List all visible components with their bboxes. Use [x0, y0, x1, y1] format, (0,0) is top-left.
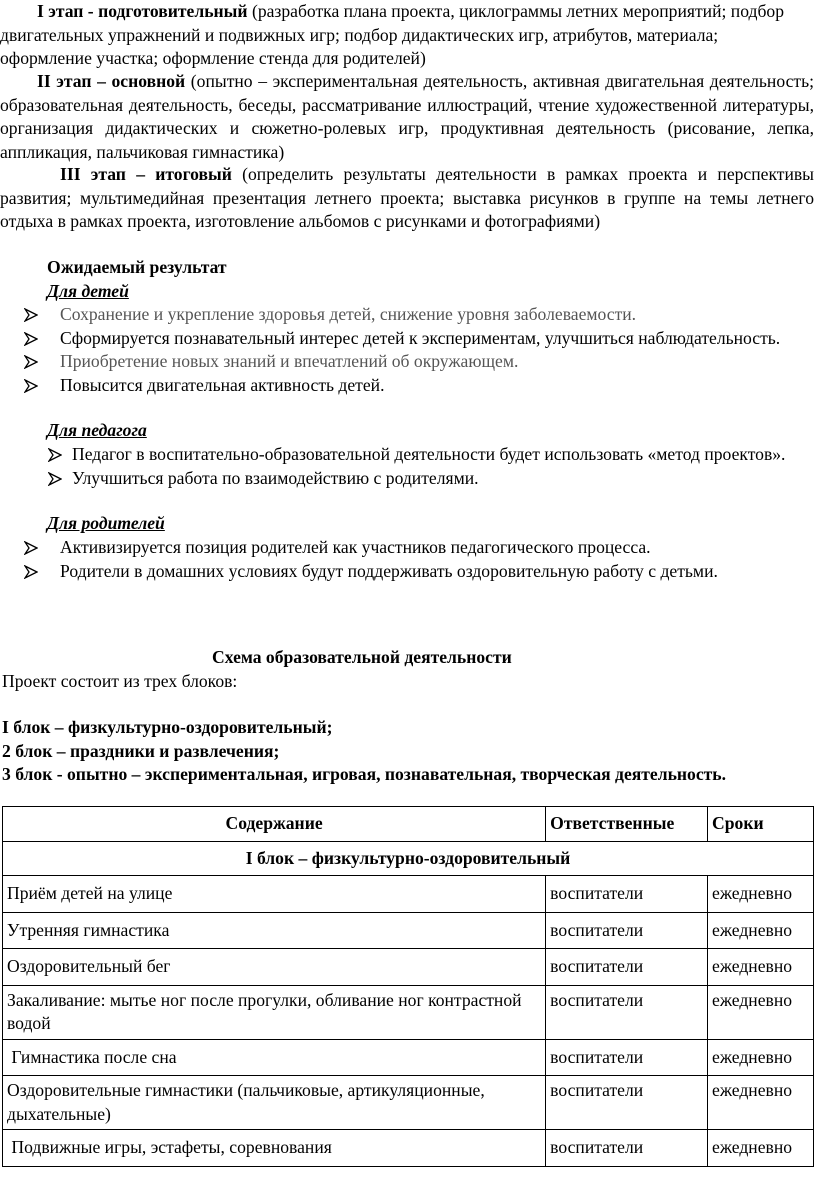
table-cell: воспитатели [546, 1076, 708, 1130]
table-section-row [3, 841, 814, 876]
table-row [3, 912, 814, 949]
table-header-row [3, 807, 814, 842]
table-cell: ежедневно [708, 1130, 814, 1167]
scheme-block-3: 3 блок - опытно – экспериментальная, игровая, познавательная, творческая деятельность. [2, 764, 726, 784]
table-cell: ежедневно [708, 985, 814, 1039]
table-cell: Утренняя гимнастика [3, 912, 546, 949]
table-cell: Приём детей на улице [3, 876, 546, 913]
table-cell: Гимнастика после сна [3, 1039, 546, 1076]
table-row [3, 1076, 814, 1130]
table-row [3, 1039, 814, 1076]
table-cell: воспитатели [546, 1039, 708, 1076]
list-item [24, 327, 814, 351]
table-cell: воспитатели [546, 1130, 708, 1167]
table-cell: Закаливание: мытье ног после прогулки, обливание ног контрастной водой [3, 985, 546, 1039]
stage-3-paragraph [0, 163, 814, 234]
arrow-bullet-icon [24, 379, 38, 393]
list-item-text: Активизируется позиция родителей как участников педагогического процесса. [60, 537, 651, 557]
children-results-list [24, 303, 814, 397]
list-item-text: Сформируется познавательный интерес детей к экспериментам, улучшиться наблюдательность. [60, 327, 781, 348]
table-cell: воспитатели [546, 876, 708, 913]
table-cell: ежедневно [708, 1076, 814, 1130]
table-cell: ежедневно [708, 949, 814, 986]
scheme-block-1: I блок – физкультурно-оздоровительный; [2, 717, 333, 737]
table-cell: воспитатели [546, 985, 708, 1039]
expected-result-title: Ожидаемый результат [47, 257, 227, 277]
header-terms: Сроки [708, 807, 814, 842]
section-title: I блок – физкультурно-оздоровительный [3, 841, 814, 876]
list-item [24, 374, 814, 398]
list-item [24, 560, 814, 584]
list-item-text: Повысится двигательная активность детей. [60, 374, 385, 395]
table-cell: ежедневно [708, 912, 814, 949]
table-cell: воспитатели [546, 912, 708, 949]
arrow-bullet-icon [24, 308, 38, 322]
list-item-text: Педагог в воспитательно-образовательной деятельности будет использовать «метод проектов». [72, 444, 786, 464]
list-item-text: Приобретение новых знаний и впечатлений об окружающем. [60, 351, 519, 371]
stage-1-title: I этап - подготовительный [37, 1, 248, 21]
scheme-intro: Проект состоит из трех блоков: [2, 671, 238, 691]
arrow-bullet-icon [48, 448, 62, 462]
scheme-title: Схема образовательной деятельности [212, 647, 512, 667]
for-children-label: Для детей [47, 281, 129, 301]
list-item [24, 303, 814, 327]
stage-1-paragraph [0, 0, 814, 71]
arrow-bullet-icon [24, 541, 38, 555]
stage-1-text: (разработка плана проекта, циклограммы летних мероприятий; подбор двигательных упражнений и подвижных игр; подбор дидактических игр, атрибутов, материала; оформление участка; оформление стенда для родителей) [0, 1, 784, 68]
teacher-results-list [48, 443, 814, 490]
table-cell: Подвижные игры, эстафеты, соревнования [3, 1130, 546, 1167]
table-cell: ежедневно [708, 1039, 814, 1076]
arrow-bullet-icon [24, 565, 38, 579]
parents-results-list [24, 536, 814, 583]
list-item [48, 467, 814, 491]
table-row [3, 949, 814, 986]
arrow-bullet-icon [24, 332, 38, 346]
arrow-bullet-icon [48, 472, 62, 486]
table-cell: воспитатели [546, 949, 708, 986]
activities-table [2, 806, 814, 1167]
list-item [24, 536, 814, 560]
table-row [3, 876, 814, 913]
list-item-text: Сохранение и укрепление здоровья детей, снижение уровня заболеваемости. [60, 304, 637, 324]
header-responsible: Ответственные [546, 807, 708, 842]
list-item-text: Улучшиться работа по взаимодействию с родителями. [72, 467, 479, 488]
stage-3-text: (определить результаты деятельности в рамках проекта и перспективы развития; мультимедийная презентация летнего проекта; выставка рисунков в группе на темы летнего отдыха в рамках проекта, изготовление альбомов с рисунками и фотографиями) [0, 164, 815, 231]
for-teacher-label: Для педагога [47, 420, 147, 440]
list-item [24, 350, 814, 374]
list-item-text: Родители в домашних условиях будут поддерживать оздоровительную работу с детьми. [60, 560, 718, 581]
table-cell: ежедневно [708, 876, 814, 913]
stage-3-title: III этап – итоговый [60, 164, 232, 184]
list-item [48, 443, 814, 467]
stage-2-text: (опытно – экспериментальная деятельность, активная двигательная деятельность; образовательная деятельность, беседы, рассматривание иллюстраций, чтение художественной литературы, организация дидактических и сюжетно-ролевых игр, продуктивная деятельность (рисование, лепка, аппликация, пальчиковая гимнастика) [0, 71, 814, 162]
table-row [3, 1130, 814, 1167]
table-cell: Оздоровительные гимнастики (пальчиковые, артикуляционные, дыхательные) [3, 1076, 546, 1130]
stage-2-paragraph [0, 70, 814, 164]
table-row [3, 985, 814, 1039]
for-parents-label: Для родителей [47, 513, 165, 533]
scheme-block-2: 2 блок – праздники и развлечения; [2, 741, 280, 761]
table-cell: Оздоровительный бег [3, 949, 546, 986]
arrow-bullet-icon [24, 355, 38, 369]
header-content: Содержание [3, 807, 546, 842]
stage-2-title: II этап – основной [37, 71, 186, 91]
